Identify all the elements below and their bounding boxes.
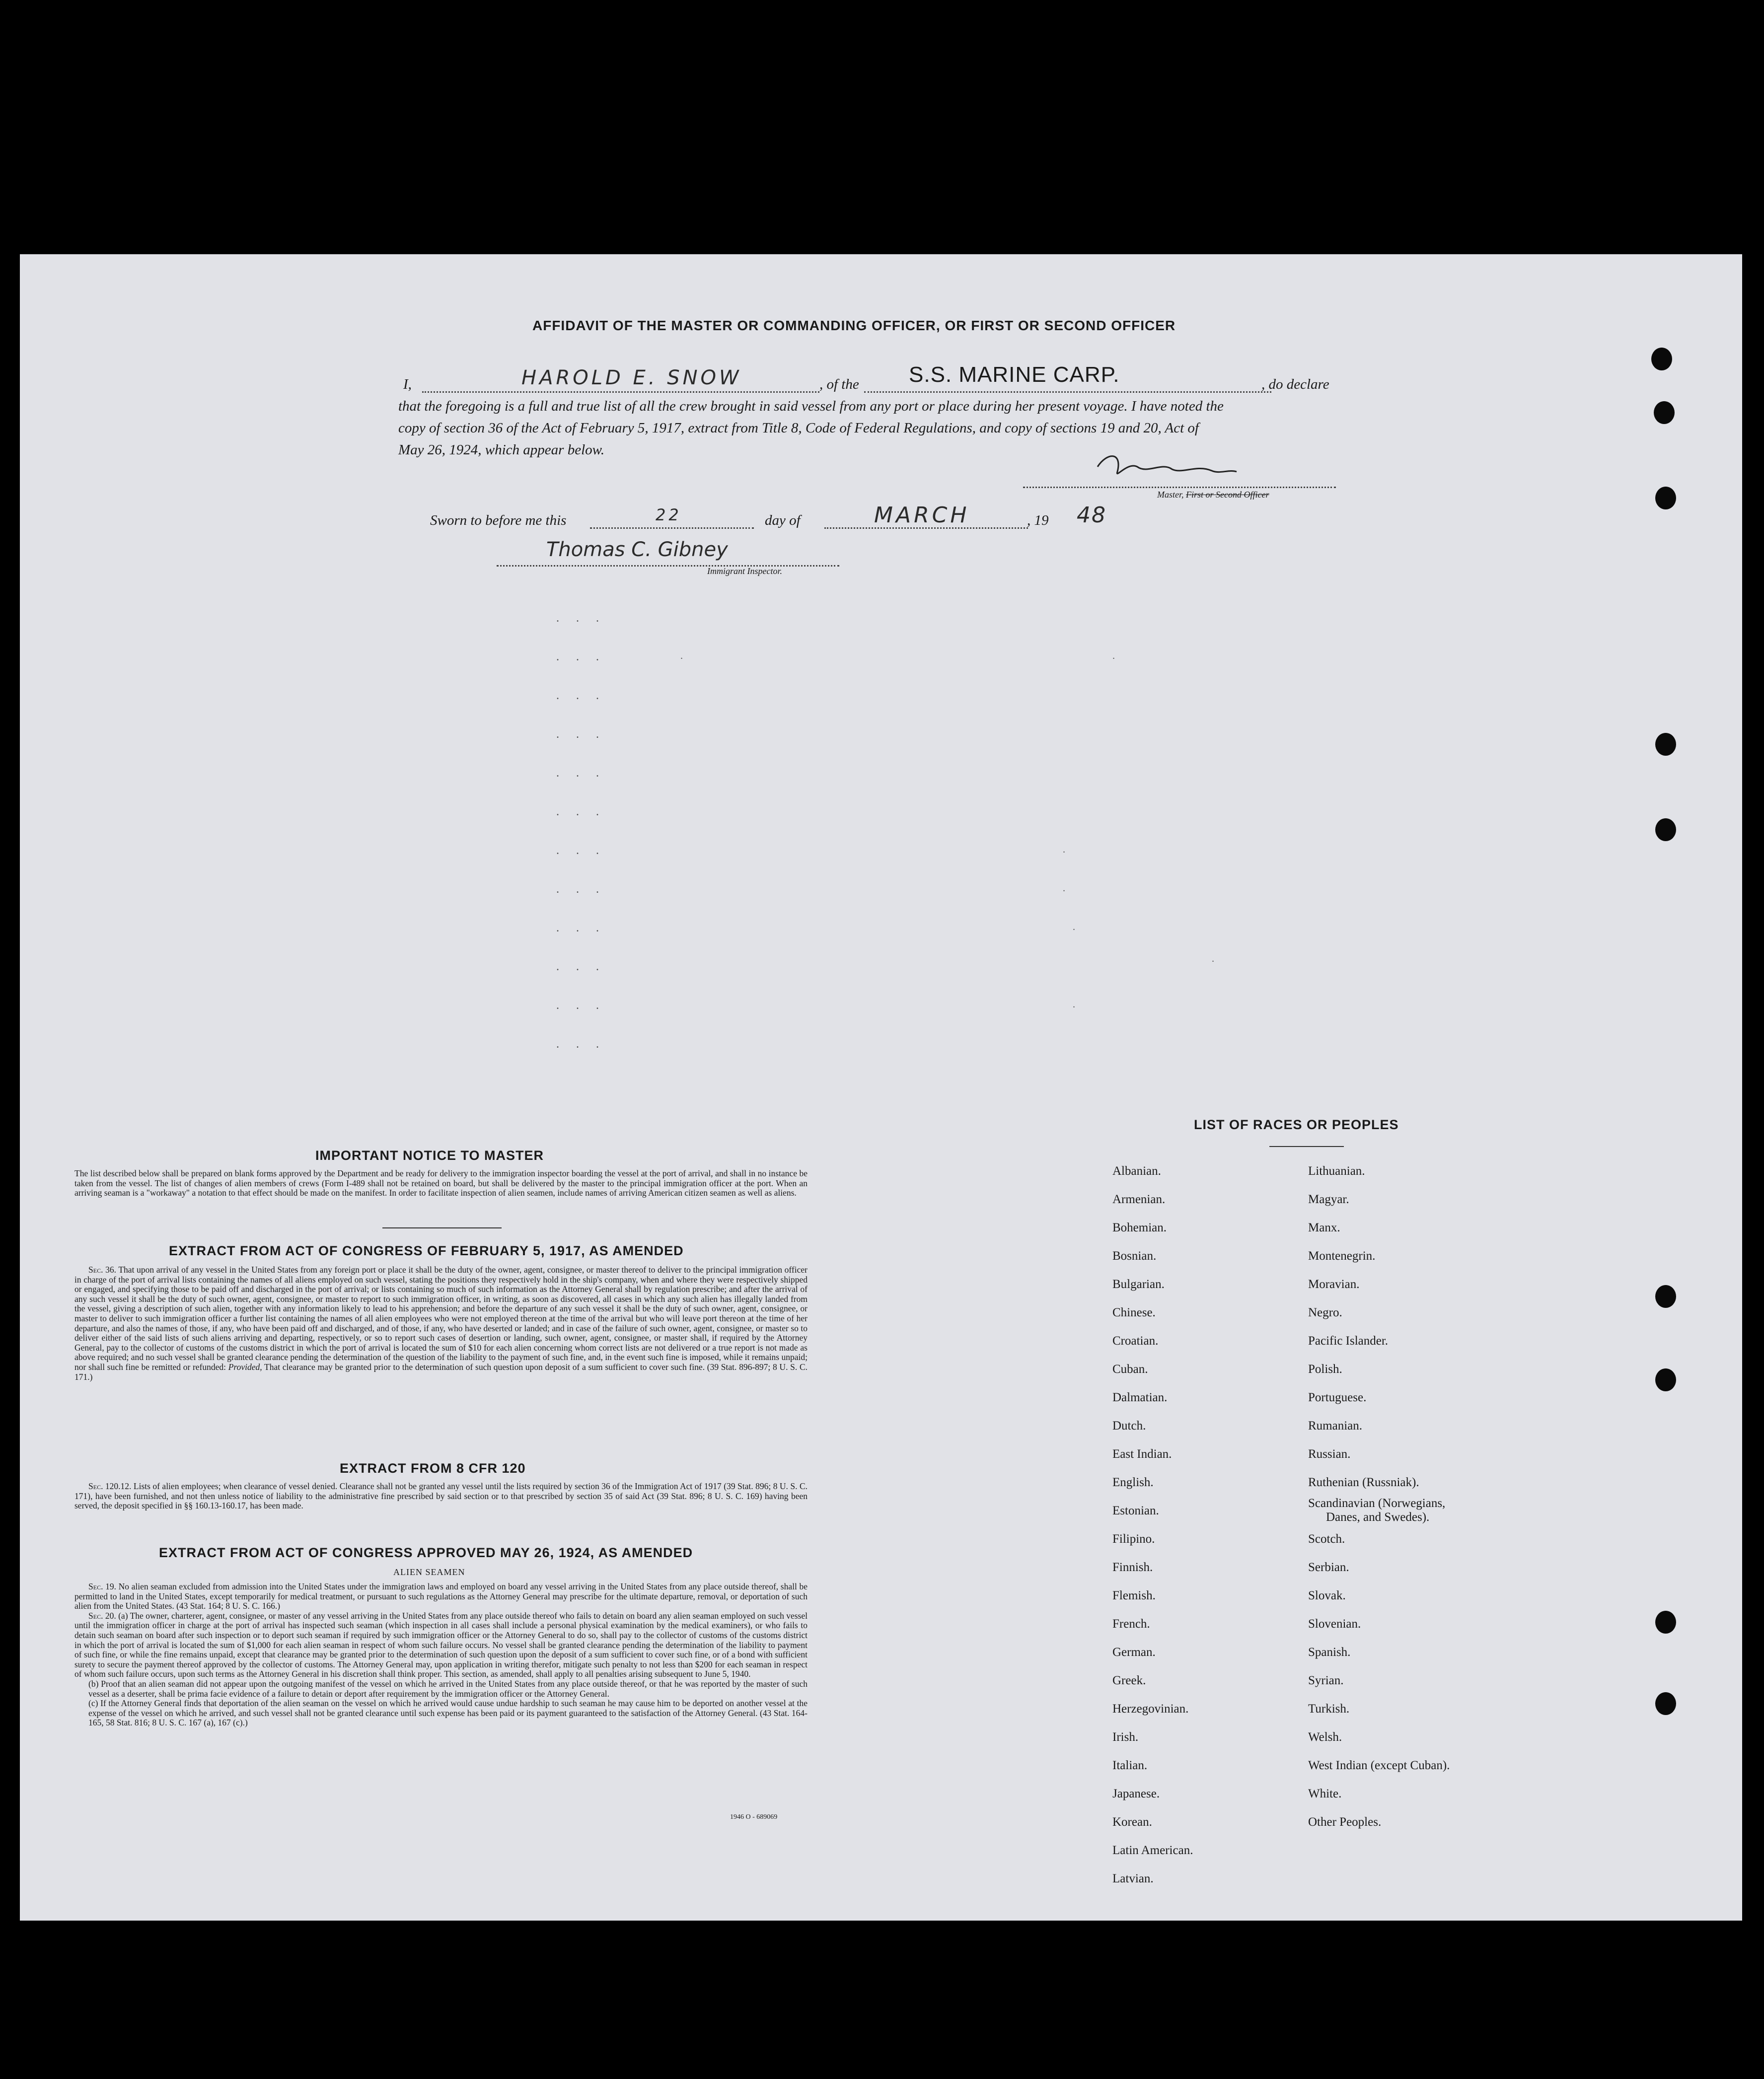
speck: . (1063, 883, 1065, 894)
race-item: Serbian. (1308, 1561, 1349, 1574)
punch-hole (1651, 348, 1672, 370)
race-item: Negro. (1308, 1306, 1342, 1319)
race-item: Korean. (1112, 1815, 1152, 1829)
race-item: West Indian (except Cuban). (1308, 1759, 1450, 1772)
master-caption-prefix: Master, (1157, 490, 1184, 500)
of-the-label: , of the (819, 376, 859, 392)
race-item: Danes, and Swedes). (1326, 1510, 1430, 1524)
master-caption-struck: First or Second Officer (1186, 490, 1269, 500)
race-item: Herzegovinian. (1112, 1702, 1189, 1716)
sec-19-label: Sec. 19. (88, 1581, 116, 1591)
race-item: Scandinavian (Norwegians, (1308, 1497, 1446, 1510)
declaration-line-2: that the foregoing is a full and true list of all the crew brought in said vessel from any port or place during her present voyage. I have noted the (398, 398, 1224, 414)
sec-120-text: Lists of alien employees; when clearance of vessel denied. Clearance shall not be granted any vessel until the lists required by section 36 of the Immigration Act of 1917 (39 Stat. 896; 8 U. S. C. 171), have been furnished, and not then unless notice of liability to the administrative fine prescribed by said section or to that prescribed by section 35 of said Act (39 Stat. 896; 8 U. S. C. 169) having been served, the deposit specified in §§ 160.13-160.17, has been made. (74, 1481, 808, 1511)
race-item: Italian. (1112, 1759, 1148, 1772)
races-column-2 (1308, 1157, 1450, 1836)
race-item: Welsh. (1308, 1730, 1342, 1744)
race-item: French. (1112, 1617, 1150, 1631)
race-item: Cuban. (1112, 1362, 1148, 1376)
extract-1917-body (74, 1265, 808, 1382)
sec-19-paragraph (74, 1582, 808, 1611)
race-item: Portuguese. (1308, 1391, 1367, 1404)
leader-dots: . . . (556, 805, 606, 818)
race-item: Russian. (1308, 1447, 1351, 1461)
extract-cfr-title: EXTRACT FROM 8 CFR 120 (340, 1461, 526, 1476)
race-item: Filipino. (1112, 1532, 1155, 1546)
alien-seamen-subtitle: ALIEN SEAMEN (393, 1567, 465, 1577)
leader-dots: . . . (556, 689, 606, 702)
race-item: Latvian. (1112, 1872, 1154, 1885)
race-item: Bulgarian. (1112, 1278, 1165, 1291)
master-sign-line (1023, 487, 1336, 488)
extract-cfr-body (74, 1482, 808, 1511)
inspector-sign-line (497, 565, 839, 567)
race-item: Bohemian. (1112, 1221, 1167, 1234)
proviso-text: That clearance may be granted prior to the determination of such question upon deposit of a sum sufficient to cover such fine. (39 Stat. 896-897; 8 U. S. C. 171.) (74, 1362, 808, 1382)
extract-1924-body (74, 1582, 808, 1728)
master-name: HAROLD E. SNOW (521, 366, 742, 389)
month-value: MARCH (874, 502, 970, 528)
name-fill-line (422, 391, 819, 393)
i-label: I, (403, 376, 412, 392)
proviso-label: Provided, (228, 1362, 262, 1372)
race-item: Magyar. (1308, 1193, 1349, 1206)
race-item: Albanian. (1112, 1164, 1161, 1178)
race-item: English. (1112, 1476, 1154, 1489)
speck: . (680, 650, 683, 661)
speck: . (1073, 999, 1075, 1010)
declaration-line-4: May 26, 1924, which appear below. (398, 442, 605, 458)
race-item: Dutch. (1112, 1419, 1146, 1433)
notice-title: IMPORTANT NOTICE TO MASTER (315, 1148, 544, 1163)
race-item: Irish. (1112, 1730, 1139, 1744)
punch-hole (1654, 401, 1675, 424)
day-value: 22 (656, 505, 682, 524)
race-item: Ruthenian (Russniak). (1308, 1476, 1419, 1489)
race-item: Slovak. (1308, 1589, 1346, 1602)
race-item: Turkish. (1308, 1702, 1350, 1716)
race-item: Latin American. (1112, 1844, 1193, 1857)
leader-dots: . . . (556, 728, 606, 741)
race-item: Polish. (1308, 1362, 1342, 1376)
day-of-label: day of (765, 512, 801, 528)
sec-120-label: Sec. 120.12. (88, 1481, 132, 1491)
race-item: Finnish. (1112, 1561, 1153, 1574)
punch-hole (1655, 1285, 1676, 1308)
race-item: Flemish. (1112, 1589, 1156, 1602)
punch-hole (1655, 1692, 1676, 1715)
master-caption (1157, 490, 1269, 500)
leader-dots: . . . (556, 650, 606, 663)
sec-19-text: No alien seaman excluded from admission into the United States under the immigration laws and employed on board any vessel arriving in the United States from any place outside thereof, shall be permitted to land in the United States, except temporarily for medical treatment, or pursuant to such regulations as the Attorney General may prescribe for the ultimate departure, removal, or deportation of such alien from the United States. (43 Stat. 164; 8 U. S. C. 166.) (74, 1581, 808, 1611)
race-item: Japanese. (1112, 1787, 1160, 1800)
leader-dots: . . . (556, 612, 606, 625)
leader-dots: . . . (556, 844, 606, 857)
sworn-label: Sworn to before me this (430, 512, 567, 528)
sec-20a-paragraph (74, 1611, 808, 1679)
races-column-1 (1112, 1157, 1193, 1893)
leader-dots: . . . (556, 767, 606, 780)
sec-20-label: Sec. 20. (88, 1610, 116, 1621)
sec-20b-text: (b) Proof that an alien seaman did not appear upon the outgoing manifest of the vessel on which he arrived in the United States from any place outside thereof, or that he was reported by the master of such vessel as a deserter, shall be prima facie evidence of a failure to detain or deport after requirement by the immigration officer or the Attorney General. (88, 1678, 808, 1699)
race-item: Lithuanian. (1308, 1164, 1365, 1178)
extract-1917-title: EXTRACT FROM ACT OF CONGRESS OF FEBRUARY 5, 1917, AS AMENDED (169, 1243, 684, 1258)
inspector-signature: Thomas C. Gibney (546, 538, 728, 561)
race-item: Slovenian. (1308, 1617, 1361, 1631)
punch-hole (1655, 1611, 1676, 1634)
race-item: German. (1112, 1646, 1156, 1659)
speck: . (1063, 844, 1065, 855)
sec-20a-text: (a) The owner, charterer, agent, consignee, or master of any vessel arriving in the United States from any place outside thereof who fails to detain on board any alien seaman employed on such vessel until the immigration officer in charge at the port of arrival has inspected such seaman (which inspection in all cases shall include a personal physical examination by the medical examiners), or who fails to detain such seaman on board after such inspection or to deport such seaman if required by such immigration officer or the Attorney General to do so, shall pay to the collector of customs of the customs district in which the port of arrival is located the sum of $1,000 for each alien seaman in respect of whom such failure occurs. No vessel shall be granted clearance pending the determination of the liability to payment of such fine, or while the fine remains unpaid, except that clearance may be granted prior to the determination of such question upon the deposit of a sum sufficient to cover such fine, or of a bond with sufficient surety to secure the payment thereof approved by the collector of customs. The Attorney General may, upon application in writing therefor, mitigate such penalty to not less than $200 for each seaman in respect of whom such failure occurs, upon such terms as the Attorney General in his discretion shall think proper. This section, as amended, shall apply to all penalties arising subsequent to June 5, 1940. (74, 1610, 808, 1679)
race-item: Montenegrin. (1308, 1249, 1376, 1263)
race-item: Croatian. (1112, 1334, 1159, 1348)
speck: . (1112, 650, 1115, 661)
race-item: Bosnian. (1112, 1249, 1157, 1263)
race-item-multiline (1308, 1497, 1450, 1525)
leader-dots: . . . (556, 883, 606, 896)
race-item: Other Peoples. (1308, 1815, 1382, 1829)
sec-36-text: That upon arrival of any vessel in the United States from any foreign port or place it shall be the duty of the owner, agent, consignee, or master thereof to deliver to the principal immigration officer in charge of the port of arrival lists containing the names of all aliens employed on such vessel, stating the positions they respectively hold in the ship's company, when and where they were respectively shipped or engaged, and specifying those to be paid off and discharged in the port of arrival; or lists containing so much of such information as the Attorney General shall by regulation prescribe; and after the arrival of any such vessel it shall be the duty of such owner, agent, consignee, or master to report to such immigration officer, in writing, as soon as discovered, all cases in which any such alien has illegally landed from the vessel, giving a description of such alien, together with any information likely to lead to his apprehension; and before the departure of any such vessel it shall be the duty of such owner, agent, consignee, or master to deliver to such immigration officer a further list containing the names of all alien employees who were not employed thereon at the time of the arrival but who will leave port thereon at the time of her departure, and also the names of those, if any, who have been paid off and discharged, and of those, if any, who have deserted or landed; and in case of the failure of such owner, agent, consignee, or master so to deliver either of the said lists of such aliens arriving and departing, respectively, or so to report such cases of desertion or landing, such owner, agent, consignee, or master shall, if required by the Attorney General, pay to the collector of customs of the customs district in which the port of arrival is located the sum of $10 for each alien concerning whom correct lists are not delivered or a true report is not made as above required; and no such vessel shall be granted clearance pending the determination of the question of the liability to the payment of such fine, and, in the event such fine is imposed, while it remains unpaid; nor shall such fine be remitted or refunded: (74, 1265, 808, 1372)
notice-body: The list described below shall be prepared on blank forms approved by the Department and be ready for delivery to the immigration inspector boarding the vessel at the port of arrival, and shall in no instance be taken from the vessel. The list of changes of alien members of crews (Form I-489 shall not be retained on board, but shall be delivered by the master to the principal immigration officer at the port. When an arriving seaman is a "workaway" a notation to that effect should be made on the manifest. In order to facilitate inspection of alien seamen, include names of arriving American citizen seamen as well as aliens. (74, 1168, 808, 1198)
sec-36-label: Sec. 36. (88, 1265, 116, 1275)
speck: . (1212, 953, 1214, 964)
race-item: Spanish. (1308, 1646, 1351, 1659)
race-item: East Indian. (1112, 1447, 1172, 1461)
race-item: Chinese. (1112, 1306, 1156, 1319)
master-signature-mark (1093, 447, 1242, 487)
year-prefix: , 19 (1027, 512, 1049, 528)
races-title: LIST OF RACES OR PEOPLES (1194, 1117, 1399, 1132)
race-item: Armenian. (1112, 1193, 1166, 1206)
race-item: Syrian. (1308, 1674, 1344, 1687)
punch-hole (1655, 818, 1676, 841)
affidavit-title: AFFIDAVIT OF THE MASTER OR COMMANDING OFFICER, OR FIRST OR SECOND OFFICER (532, 318, 1176, 333)
divider (382, 1227, 502, 1228)
race-item: Scotch. (1308, 1532, 1345, 1546)
print-code: 1946 O - 689069 (730, 1813, 778, 1821)
race-item: Greek. (1112, 1674, 1146, 1687)
leader-dots: . . . (556, 999, 606, 1012)
speck: . (1073, 922, 1075, 932)
leader-dots: . . . (556, 922, 606, 934)
vessel-name: S.S. MARINE CARP. (909, 362, 1120, 387)
day-fill-line (590, 527, 754, 529)
race-item: Pacific Islander. (1308, 1334, 1389, 1348)
sec-20c-text: (c) If the Attorney General finds that deportation of the alien seaman on the vessel on which he arrived would cause undue hardship to such seaman he may cause him to be deported on another vessel at the expense of the vessel on which he arrived, and such vessel shall not be granted clearance until such expense has been paid or its payment guaranteed to the satisfaction of the Attorney General. (43 Stat. 164-165, 58 Stat. 816; 8 U. S. C. 167 (a), 167 (c).) (88, 1698, 808, 1728)
vessel-fill-line (864, 391, 1271, 393)
declaration-line-3: copy of section 36 of the Act of February 5, 1917, extract from Title 8, Code of Federal Regulations, and copy of sections 19 and 20, Act of (398, 420, 1199, 436)
leader-dots: . . . (556, 1038, 606, 1051)
leader-dots: . . . (556, 960, 606, 973)
race-item: Manx. (1308, 1221, 1340, 1234)
race-item: Dalmatian. (1112, 1391, 1168, 1404)
punch-hole (1655, 1368, 1676, 1391)
year-value: 48 (1077, 502, 1106, 528)
race-item: White. (1308, 1787, 1342, 1800)
divider (1269, 1146, 1344, 1147)
extract-1924-title: EXTRACT FROM ACT OF CONGRESS APPROVED MAY 26, 1924, AS AMENDED (159, 1545, 693, 1560)
race-item: Moravian. (1308, 1278, 1360, 1291)
do-declare-label: , do declare (1261, 376, 1329, 392)
inspector-caption: Immigrant Inspector. (707, 566, 782, 576)
punch-hole (1655, 487, 1676, 509)
race-item: Rumanian. (1308, 1419, 1363, 1433)
punch-hole (1655, 733, 1676, 756)
race-item: Estonian. (1112, 1504, 1159, 1517)
